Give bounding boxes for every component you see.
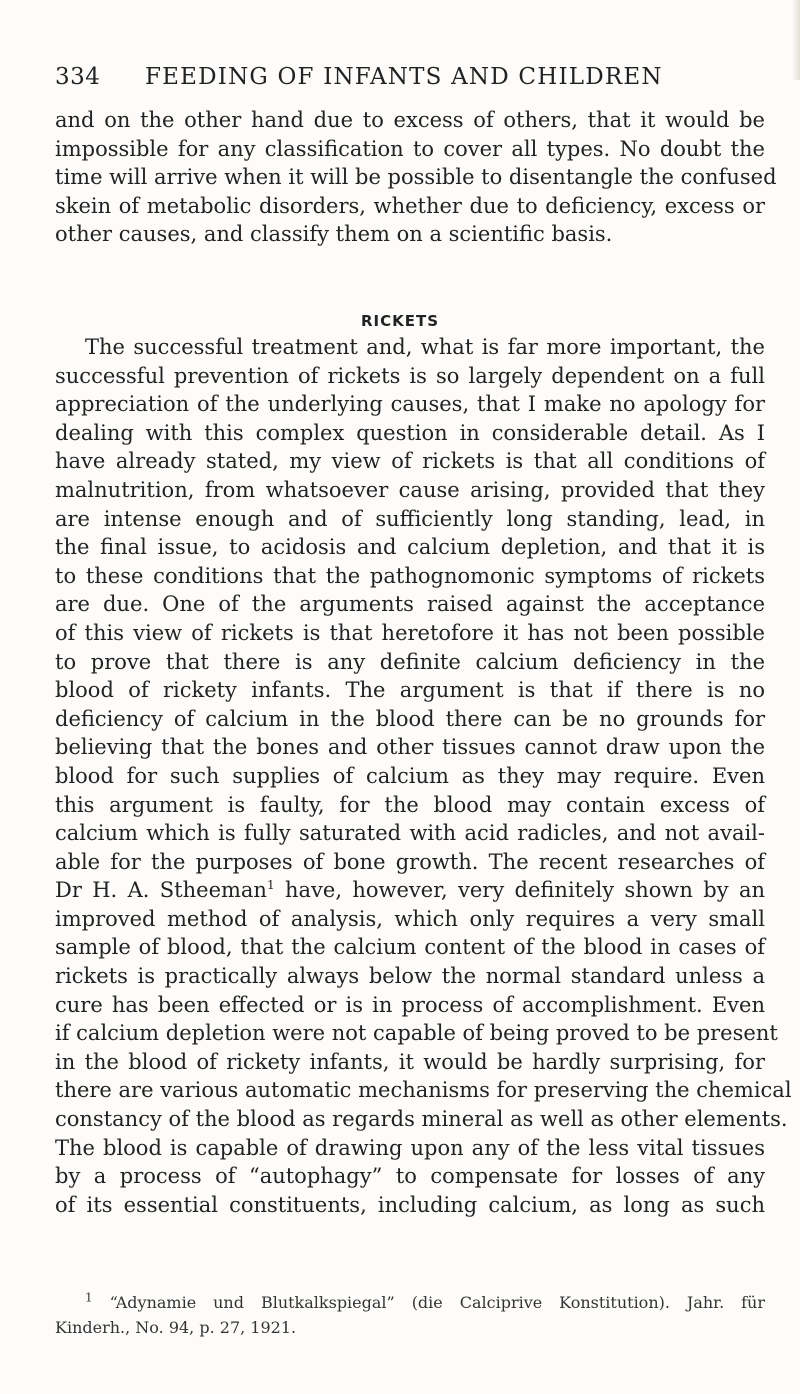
text-line: the final issue, to acidosis and calcium depletion, and that it is [55, 535, 765, 560]
text-line: by a process of “autophagy” to compensate for losses of any [55, 1164, 765, 1189]
footnote [55, 1290, 765, 1340]
text-line: impossible for any classification to cover all types. No doubt the [55, 136, 765, 161]
text-line: The successful treatment and, what is far more important, the [85, 335, 765, 359]
text-line: successful prevention of rickets is so largely dependent on a full [55, 363, 765, 388]
text-line: this argument is faulty, for the blood may contain excess of [55, 792, 765, 817]
text-line: calcium which is fully saturated with acid radicles, and not avail- [55, 821, 765, 846]
text-line: time will arrive when it will be possible to disentangle the confused [55, 165, 777, 190]
text-line-part: have, however, very definitely shown by an [284, 878, 765, 903]
footnote-text: “Adynamie und Blutkalkspiegal” (die Calciprive Konstitution). Jahr. für [109, 1293, 765, 1312]
text-line: and on the other hand due to excess of others, that it would be [55, 108, 765, 132]
text-line: blood for such supplies of calcium as they may require. Even [55, 763, 765, 788]
text-line: appreciation of the underlying causes, that I make no apology for [55, 392, 765, 417]
footnote-line [55, 1290, 765, 1315]
text-line: deficiency of calcium in the blood there can be no grounds for [55, 706, 765, 731]
text-line: are intense enough and of sufficiently long standing, lead, in [55, 506, 765, 531]
text-line: blood of rickety infants. The argument is that if there is no [55, 678, 765, 703]
section-heading: RICKETS [360, 312, 440, 330]
paragraph-continuation [55, 106, 777, 249]
text-line: cure has been effected or is in process of accomplishment. Even [55, 992, 765, 1017]
paragraph-rickets [55, 333, 792, 1219]
text-line: to prove that there is any definite calcium deficiency in the [55, 649, 765, 674]
text-line: other causes, and classify them on a scientific basis. [55, 222, 613, 247]
text-line: of its essential constituents, including calcium, as long as such [55, 1192, 765, 1217]
text-line: able for the purposes of bone growth. The recent researches of [55, 849, 765, 874]
text-line-part: Dr H. A. Stheeman [55, 878, 267, 903]
footnote-reference: 1 [266, 878, 275, 893]
text-line: The blood is capable of drawing upon any of the less vital tissues [55, 1135, 765, 1160]
running-head [55, 64, 755, 96]
text-line: have already stated, my view of rickets is that all conditions of [55, 449, 765, 474]
text-line: improved method of analysis, which only requires a very small [55, 906, 765, 931]
text-line: rickets is practically always below the normal standard unless a [55, 964, 765, 989]
text-line: if calcium depletion were not capable of being proved to be present [55, 1021, 778, 1046]
text-line: constancy of the blood as regards mineral as well as other elements. [55, 1107, 788, 1132]
page-number: 334 [55, 64, 101, 90]
text-line: there are various automatic mechanisms for preserving the chemical [55, 1078, 792, 1103]
text-line: are due. One of the arguments raised against the acceptance [55, 592, 765, 617]
text-line: believing that the bones and other tissues cannot draw upon the [55, 735, 765, 760]
text-line: dealing with this complex question in considerable detail. As I [55, 420, 765, 445]
footnote-line: Kinderh., No. 94, p. 27, 1921. [55, 1318, 297, 1337]
page-edge-shadow [792, 0, 800, 80]
text-line-with-footnote-ref [55, 876, 765, 905]
text-line: of this view of rickets is that heretofore it has not been possible [55, 620, 765, 645]
text-line: in the blood of rickety infants, it would be hardly surprising, for [55, 1049, 765, 1074]
text-line: skein of metabolic disorders, whether due to deficiency, excess or [55, 193, 765, 218]
text-line: malnutrition, from whatsoever cause arising, provided that they [55, 477, 765, 502]
text-line: sample of blood, that the calcium content of the blood in cases of [55, 935, 765, 960]
running-title: FEEDING OF INFANTS AND CHILDREN [145, 64, 663, 90]
text-line: to these conditions that the pathognomonic symptoms of rickets [55, 563, 765, 588]
footnote-marker: 1 [85, 1290, 93, 1305]
